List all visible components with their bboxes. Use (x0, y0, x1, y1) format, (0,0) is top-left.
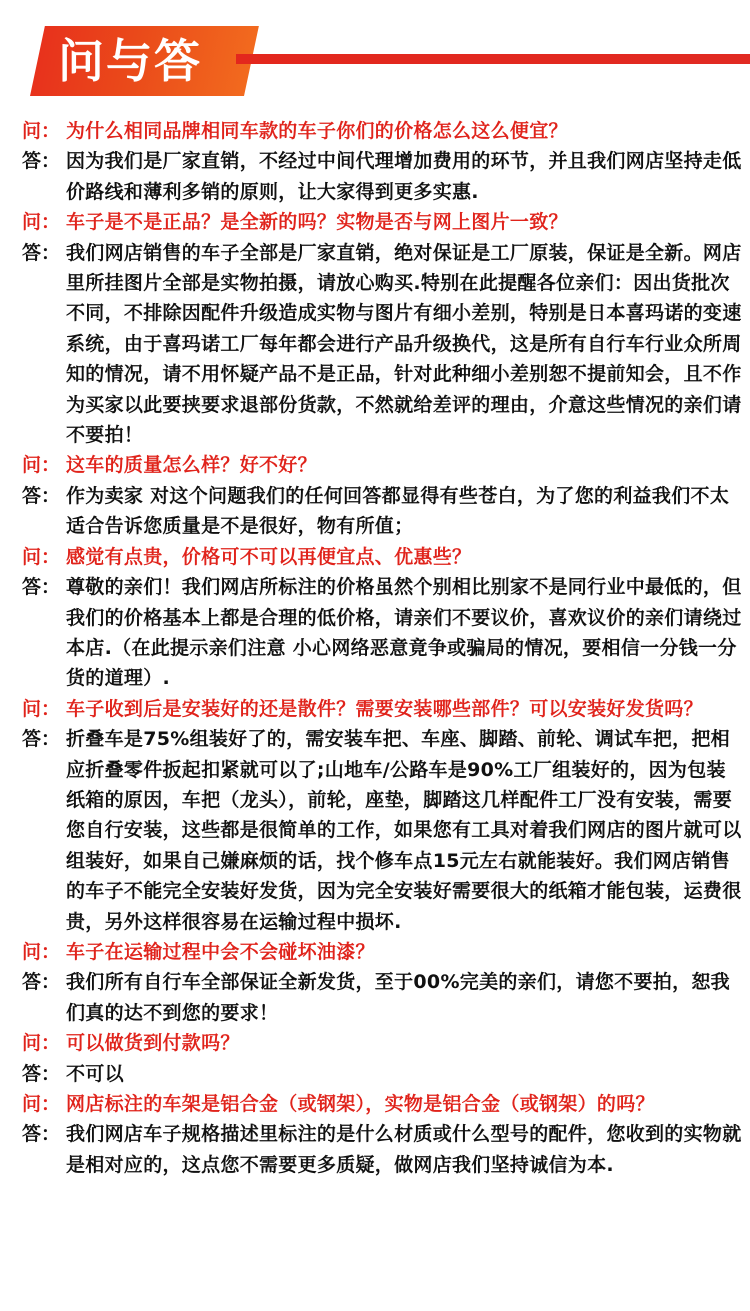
question-label: 问： (22, 1093, 61, 1115)
question-4 (22, 542, 744, 572)
answer-label: 答： (22, 971, 61, 994)
question-1 (22, 116, 744, 146)
answer-text: 尊敬的亲们！我们网店所标注的价格虽然个别相比别家不是同行业中最低的，但我们的价格基本上都是合理的低价格，请亲们不要议价，喜欢议价的亲们请绕过本店.（在此提示亲们注意 小心网络恶意竟争或骗局的情况，要相信一分钱一分货的道理）. (66, 576, 742, 690)
answer-7 (22, 1059, 744, 1089)
header-banner (0, 0, 750, 100)
answer-8 (22, 1119, 744, 1180)
question-text: 车子收到后是安装好的还是散件？需要安装哪些部件？可以安装好发货吗？ (66, 697, 703, 720)
answer-label: 答： (22, 150, 61, 173)
question-text: 感觉有点贵，价格可不可以再便宜点、优惠些？ (66, 545, 472, 568)
answer-label: 答： (22, 241, 61, 264)
answer-text: 我们所有自行车全部保证全新发货，至于00%完美的亲们，请您不要拍，恕我们真的达不到您的要求！ (66, 971, 730, 1024)
answer-5 (22, 724, 744, 937)
answer-label: 答： (22, 1123, 61, 1146)
question-5 (22, 694, 744, 724)
question-2 (22, 207, 744, 237)
question-label: 问： (22, 545, 61, 568)
question-text: 车子是不是正品？是全新的吗？实物是否与网上图片一致？ (66, 211, 568, 234)
question-label: 问： (22, 697, 61, 720)
answer-label: 答： (22, 1062, 61, 1085)
title-divider-bar (236, 54, 750, 64)
answer-label: 答： (22, 728, 61, 751)
question-text: 为什么相同品牌相同车款的车子你们的价格怎么这么便宜？ (66, 120, 568, 142)
question-text: 车子在运输过程中会不会碰坏油漆？ (66, 940, 375, 963)
answer-text: 我们网店销售的车子全部是厂家直销，绝对保证是工厂原装，保证是全新。网店里所挂图片全部是实物拍摄，请放心购买.特别在此提醒各位亲们：因出货批次不同，不排除因配件升级造成实物与图片有细小差别，特别是日本喜玛诺的变速系统，由于喜玛诺工厂每年都会进行产品升级换代，这是所有自行车行业众所周知的情况，请不用怀疑产品不是正品，针对此种细小差别恕不提前知会，且不作为买家以此要挟要求退部份货款，不然就给差评的理由，介意这些情况的亲们请不要拍！ (66, 241, 742, 447)
answer-6 (22, 967, 744, 1028)
question-label: 问： (22, 940, 61, 963)
answer-text: 因为我们是厂家直销，不经过中间代理增加费用的环节，并且我们网店坚持走低价路线和薄利多销的原则，让大家得到更多实惠. (66, 150, 742, 203)
question-label: 问： (22, 211, 61, 234)
question-label: 问： (22, 1032, 61, 1055)
question-text: 网店标注的车架是铝合金（或钢架），实物是铝合金（或钢架）的吗？ (66, 1093, 655, 1115)
question-7 (22, 1028, 744, 1058)
answer-2 (22, 238, 744, 451)
page-title: 问与答 (58, 34, 202, 88)
answer-text: 我们网店车子规格描述里标注的是什么材质或什么型号的配件，您收到的实物就是相对应的，这点您不需要更多质疑，做网店我们坚持诚信为本. (66, 1123, 742, 1176)
question-8 (22, 1089, 744, 1119)
qa-list (22, 116, 744, 1180)
question-3 (22, 450, 744, 480)
answer-label: 答： (22, 484, 61, 507)
answer-1 (22, 146, 744, 207)
answer-text: 折叠车是75%组装好了的，需安装车把、车座、脚踏、前轮、调试车把，把相应折叠零件扳起扣紧就可以了;山地车/公路车是90%工厂组装好的，因为包装纸箱的原因，车把（龙头），前轮，座垫，脚踏这几样配件工厂没有安装，需要您自行安装，这些都是很简单的工作，如果您有工具对着我们网店的图片就可以组装好，如果自己嫌麻烦的话，找个修车点15元左右就能装好。我们网店销售的车子不能完全安装好发货，因为完全安装好需要很大的纸箱才能包装，运费很贵，另外这样很容易在运输过程中损坏. (66, 728, 742, 933)
question-text: 可以做货到付款吗？ (66, 1032, 240, 1055)
question-label: 问： (22, 454, 61, 477)
answer-text: 不可以 (66, 1062, 124, 1085)
answer-label: 答： (22, 576, 61, 599)
answer-text: 作为卖家 对这个问题我们的任何回答都显得有些苍白，为了您的利益我们不太适合告诉您质量是不是很好，物有所值； (66, 484, 730, 538)
question-6 (22, 937, 744, 967)
question-text: 这车的质量怎么样？好不好？ (66, 454, 317, 477)
answer-4 (22, 572, 744, 694)
answer-3 (22, 481, 744, 542)
question-label: 问： (22, 120, 61, 142)
